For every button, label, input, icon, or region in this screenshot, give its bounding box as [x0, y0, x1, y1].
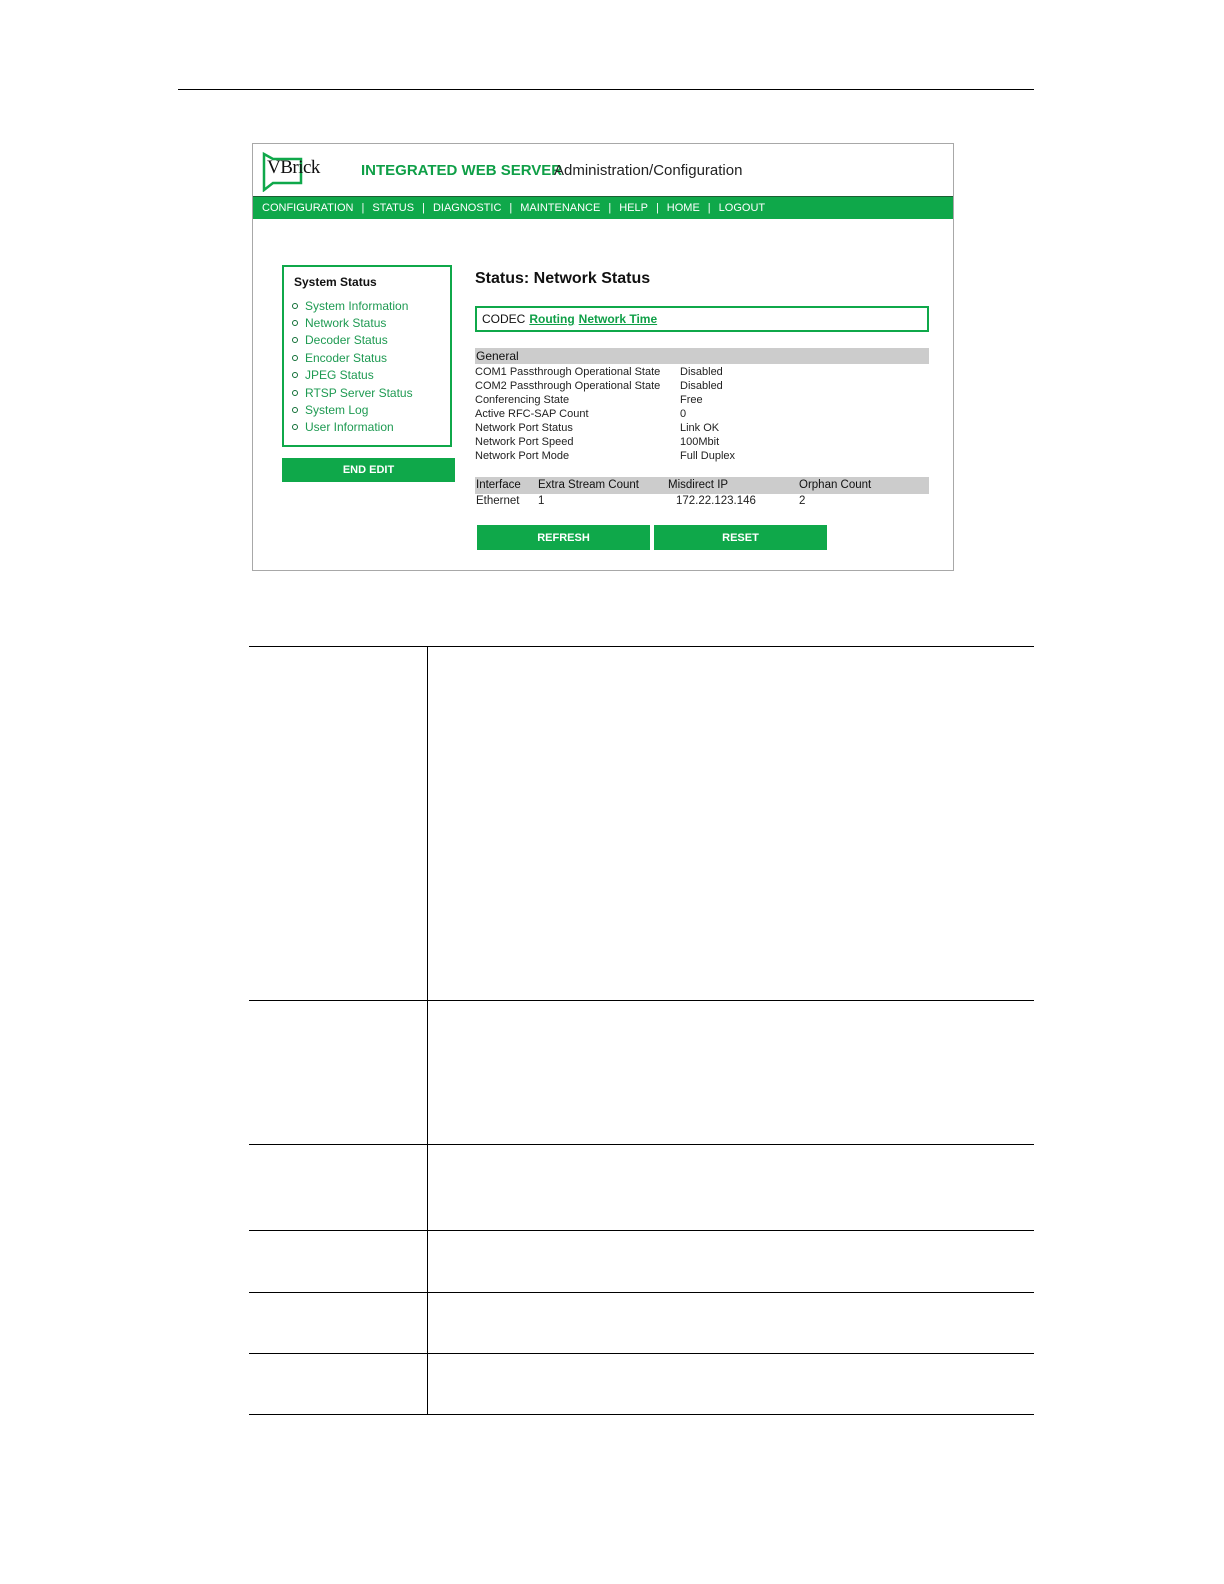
web-admin-screenshot: [252, 143, 954, 571]
nav-item-status[interactable]: STATUS: [372, 202, 415, 214]
table-column-divider: [427, 646, 428, 1415]
nav-separator: |: [422, 202, 425, 214]
sidebar-item-network-status[interactable]: [292, 314, 413, 331]
cell-misdirect-ip: 172.22.123.146: [676, 495, 756, 507]
row-label: COM1 Passthrough Operational State: [475, 366, 661, 378]
sidebar-item-label: Encoder Status: [305, 350, 388, 365]
table-row: [475, 407, 929, 421]
sidebar-title: System Status: [294, 275, 377, 289]
sidebar-item-decoder-status[interactable]: [292, 332, 413, 349]
tab-routing[interactable]: Routing: [529, 312, 575, 326]
table-row: [475, 449, 929, 463]
table-rule: [249, 1144, 1034, 1145]
brand-bar: [253, 144, 953, 196]
app-title: INTEGRATED WEB SERVER: [361, 162, 563, 179]
nav-item-help[interactable]: HELP: [619, 202, 648, 214]
table-row: [475, 365, 929, 379]
row-value: Free: [680, 394, 703, 406]
interface-table-header: [475, 477, 929, 494]
bullet-icon: [292, 424, 298, 430]
sidebar-item-label: JPEG Status: [305, 368, 374, 383]
end-edit-button[interactable]: END EDIT: [282, 458, 455, 482]
table-rule: [249, 1292, 1034, 1293]
document-table: [249, 646, 1034, 1415]
row-label: Network Port Mode: [475, 450, 570, 462]
sidebar-item-system-information[interactable]: [292, 297, 413, 314]
nav-separator: |: [509, 202, 513, 214]
logo-text: VBrick: [267, 157, 320, 178]
nav-item-home[interactable]: HOME: [666, 202, 700, 214]
bullet-icon: [292, 372, 298, 378]
bullet-icon: [292, 320, 298, 326]
col-header-interface: Interface: [476, 479, 521, 491]
row-label: Conferencing State: [475, 394, 570, 406]
app-subtitle: Administration/Configuration: [554, 162, 743, 179]
row-value: Disabled: [680, 366, 723, 378]
table-row: [475, 494, 929, 509]
cell-extra-stream-count: 1: [538, 495, 545, 507]
cell-orphan-count: 2: [799, 495, 806, 507]
nav-separator: |: [655, 202, 659, 214]
bullet-icon: [292, 337, 298, 343]
refresh-button[interactable]: REFRESH: [477, 525, 650, 550]
page-title: Status: Network Status: [475, 270, 651, 287]
sidebar-item-user-information[interactable]: [292, 419, 413, 436]
sidebar-item-label: Decoder Status: [305, 333, 388, 348]
nav-separator: |: [707, 202, 711, 214]
row-value: 100Mbit: [680, 436, 720, 448]
tab-codec: CODEC: [482, 312, 526, 326]
table-row: [475, 421, 929, 435]
sidebar-item-system-log[interactable]: [292, 401, 413, 418]
row-value: Full Duplex: [680, 450, 736, 462]
sidebar-item-jpeg-status[interactable]: [292, 367, 413, 384]
general-table: [475, 365, 929, 463]
row-value: 0: [680, 408, 687, 420]
tab-network-time[interactable]: Network Time: [578, 312, 658, 326]
table-rule: [249, 1353, 1034, 1354]
row-label: Network Port Speed: [475, 436, 574, 448]
reset-button[interactable]: RESET: [654, 525, 827, 550]
bullet-icon: [292, 407, 298, 413]
col-header-misdirect-ip: Misdirect IP: [668, 479, 729, 491]
table-row: [475, 393, 929, 407]
page-top-rule: [178, 89, 1034, 90]
row-label: Active RFC-SAP Count: [475, 408, 589, 420]
sidebar-list: [292, 297, 413, 436]
row-value: Link OK: [680, 422, 720, 434]
col-header-orphan-count: Orphan Count: [799, 479, 872, 491]
row-value: Disabled: [680, 380, 723, 392]
sidebar-item-label: System Information: [305, 298, 409, 313]
col-header-extra-stream-count: Extra Stream Count: [538, 479, 639, 491]
bullet-icon: [292, 355, 298, 361]
nav-separator: |: [361, 202, 365, 214]
row-label: Network Port Status: [475, 422, 573, 434]
table-rule: [249, 646, 1034, 647]
sidebar-item-label: User Information: [305, 420, 394, 435]
sidebar-panel: [282, 265, 452, 447]
general-section-header: General: [475, 348, 929, 364]
nav-separator: |: [608, 202, 612, 214]
table-rule: [249, 1000, 1034, 1001]
sidebar-item-label: RTSP Server Status: [305, 385, 413, 400]
bullet-icon: [292, 303, 298, 309]
sidebar-item-encoder-status[interactable]: [292, 349, 413, 366]
nav-item-logout[interactable]: LOGOUT: [718, 202, 766, 214]
table-rule: [249, 1230, 1034, 1231]
sidebar-item-label: System Log: [305, 403, 369, 418]
table-rule: [249, 1414, 1034, 1415]
nav-item-diagnostic[interactable]: DIAGNOSTIC: [432, 202, 502, 214]
table-row: [475, 435, 929, 449]
table-row: [475, 379, 929, 393]
cell-interface: Ethernet: [476, 495, 520, 507]
bullet-icon: [292, 390, 298, 396]
sub-tab-bar: [475, 306, 929, 332]
nav-item-configuration[interactable]: CONFIGURATION: [262, 202, 354, 214]
sidebar-item-label: Network Status: [305, 316, 387, 331]
row-label: COM2 Passthrough Operational State: [475, 380, 661, 392]
sidebar-item-rtsp-server-status[interactable]: [292, 384, 413, 401]
top-nav: [253, 196, 953, 219]
nav-item-maintenance[interactable]: MAINTENANCE: [520, 202, 601, 214]
